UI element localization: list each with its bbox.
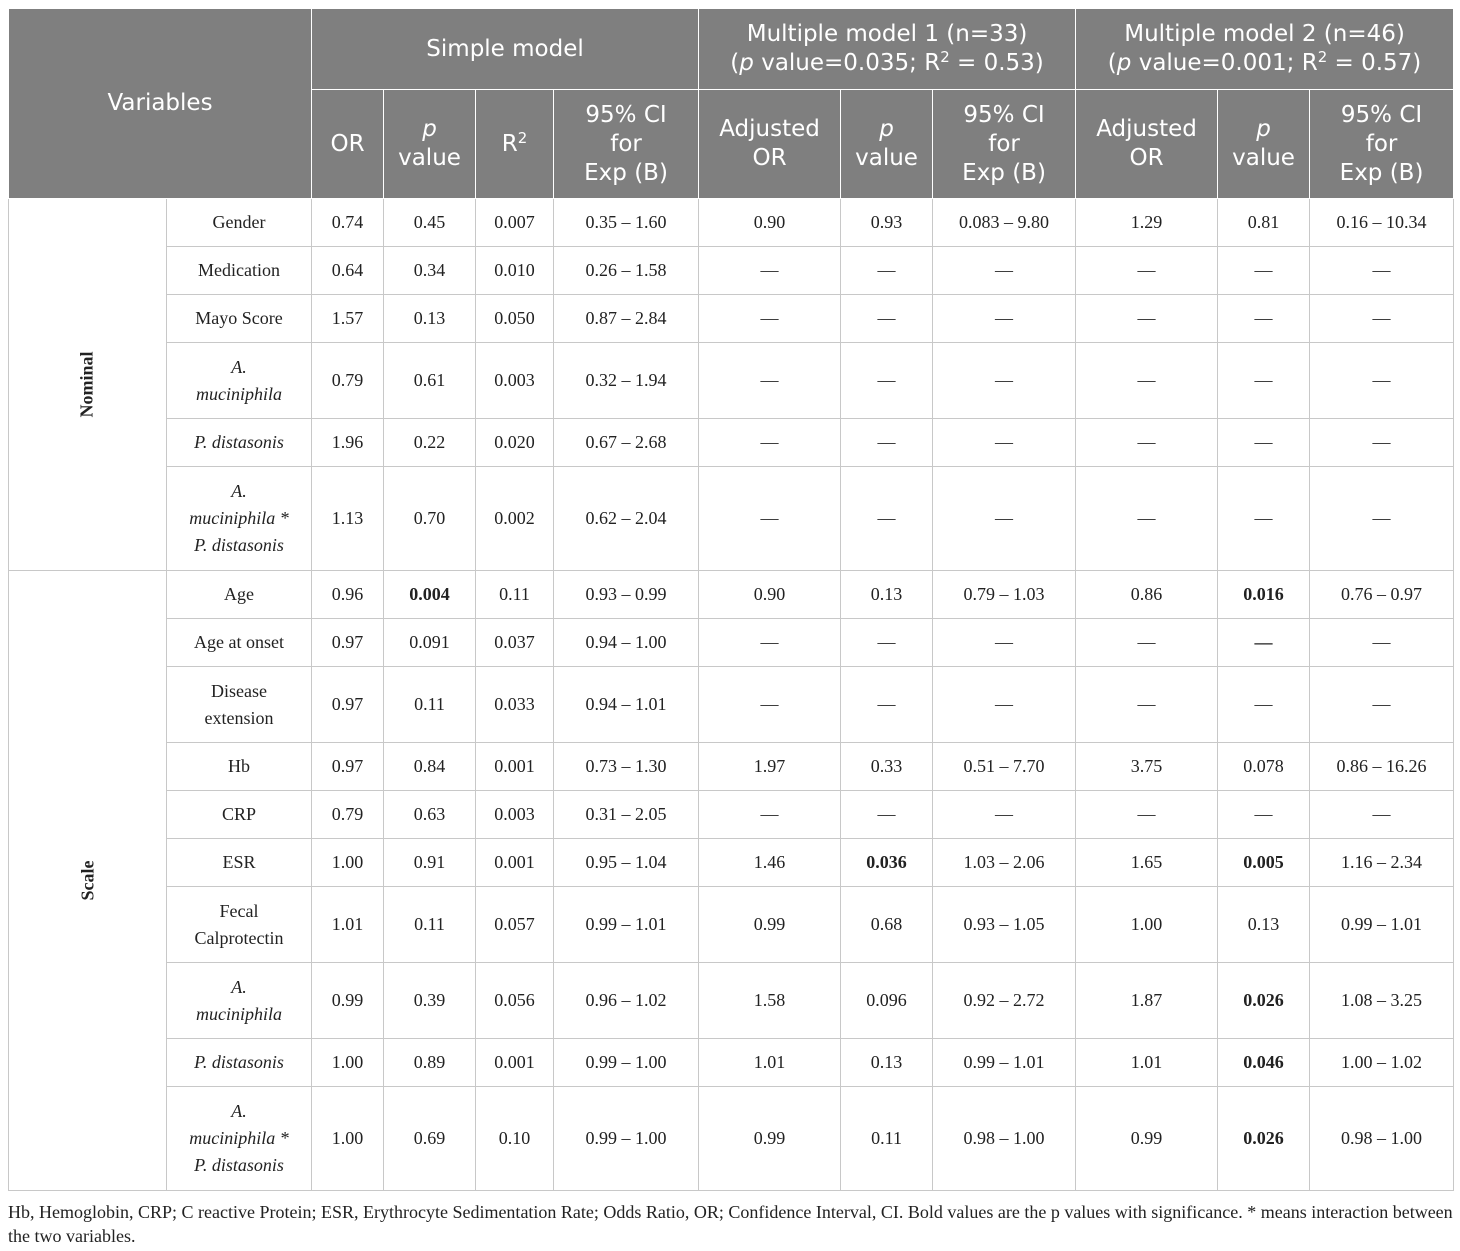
r2-cell: 0.003 (476, 791, 554, 839)
m1-adjusted-or-cell: — (699, 419, 841, 467)
or-cell: 1.00 (312, 839, 384, 887)
m2-ci-cell: — (1310, 667, 1454, 743)
or-cell: 1.00 (312, 1039, 384, 1087)
m2-adjusted-or-cell: 1.87 (1076, 963, 1218, 1039)
table-row (9, 1039, 1454, 1087)
m1-adjusted-or-cell: — (699, 667, 841, 743)
variable-name-line: A. (231, 976, 247, 997)
m2-ci-cell: 1.00 – 1.02 (1310, 1039, 1454, 1087)
m1-adjusted-or-cell: — (699, 295, 841, 343)
m2-ci-cell: — (1310, 467, 1454, 571)
m2-adjusted-or-cell: — (1076, 295, 1218, 343)
m2-p-value-cell: — (1218, 247, 1310, 295)
or-cell: 1.13 (312, 467, 384, 571)
m1-adjusted-or-cell: 1.58 (699, 963, 841, 1039)
m2-ci-cell: — (1310, 419, 1454, 467)
ci-cell: 0.32 – 1.94 (554, 343, 699, 419)
m2-ci-cell: — (1310, 343, 1454, 419)
r2-cell: 0.001 (476, 743, 554, 791)
r2-cell: 0.050 (476, 295, 554, 343)
p-value-cell: 0.61 (384, 343, 476, 419)
m1-p-value-cell: 0.13 (841, 1039, 933, 1087)
m1-ci-cell: — (933, 295, 1076, 343)
variable-name-line: A. (231, 356, 247, 377)
m2-p-value-cell: — (1218, 419, 1310, 467)
m1-adjusted-or-cell: — (699, 467, 841, 571)
m2-p-value-cell: 0.078 (1218, 743, 1310, 791)
m2-adjusted-or-cell: — (1076, 343, 1218, 419)
m1-ci-cell: — (933, 619, 1076, 667)
m2-ci-cell: 1.16 – 2.34 (1310, 839, 1454, 887)
m2-p-value-cell: — (1218, 467, 1310, 571)
m1-ci-cell: 0.99 – 1.01 (933, 1039, 1076, 1087)
m2-p-value-cell: 0.016 (1218, 571, 1310, 619)
variable-name-line: A. (231, 1101, 247, 1121)
or-cell: 0.96 (312, 571, 384, 619)
m1-adjusted-or-cell: — (699, 247, 841, 295)
table-row (9, 247, 1454, 295)
m1-ci-cell: — (933, 419, 1076, 467)
variable-name-line: Fecal (219, 900, 259, 921)
ci-cell: 0.99 – 1.00 (554, 1087, 699, 1191)
p-value-header: p value (384, 90, 476, 199)
m1-adjusted-or-cell: 1.97 (699, 743, 841, 791)
m1-ci-cell: — (933, 467, 1076, 571)
r2-cell: 0.11 (476, 571, 554, 619)
m1-p-value-header: p value (841, 90, 933, 199)
m1-adjusted-or-cell: 0.99 (699, 887, 841, 963)
m1-adjusted-or-cell: — (699, 791, 841, 839)
p-value-cell: 0.11 (384, 667, 476, 743)
table-row (9, 667, 1454, 743)
p-value-cell: 0.22 (384, 419, 476, 467)
r2-cell: 0.057 (476, 887, 554, 963)
variable-name-cell (167, 791, 312, 839)
variable-name-line: Mayo Score (195, 308, 283, 328)
m1-adjusted-or-cell: 0.90 (699, 199, 841, 247)
m2-p-value-cell: 0.026 (1218, 1087, 1310, 1191)
or-cell: 0.97 (312, 667, 384, 743)
variable-name-cell (167, 1087, 312, 1191)
or-cell: 1.00 (312, 1087, 384, 1191)
variable-name-cell (167, 199, 312, 247)
variable-name-line: muciniphila * (189, 508, 289, 528)
scale-group-label (9, 571, 167, 1191)
m1-adjusted-or-cell: — (699, 343, 841, 419)
variable-name-line: Disease (211, 680, 267, 701)
m1-adjusted-or-cell: 0.90 (699, 571, 841, 619)
p-value-cell: 0.84 (384, 743, 476, 791)
r2-cell: 0.056 (476, 963, 554, 1039)
r2-cell: 0.001 (476, 1039, 554, 1087)
ci-cell: 0.99 – 1.00 (554, 1039, 699, 1087)
table-row (9, 295, 1454, 343)
variable-name-cell (167, 887, 312, 963)
m1-p-value-cell: — (841, 247, 933, 295)
r2-cell: 0.037 (476, 619, 554, 667)
m2-adjusted-or-cell: 1.01 (1076, 1039, 1218, 1087)
p-value-cell: 0.004 (384, 571, 476, 619)
variable-name-line: Age at onset (194, 632, 284, 652)
table-row (9, 343, 1454, 419)
m1-p-value-cell: 0.68 (841, 887, 933, 963)
m2-p-value-cell: 0.13 (1218, 887, 1310, 963)
m2-p-value-cell: 0.046 (1218, 1039, 1310, 1087)
m2-adjusted-or-cell: — (1076, 419, 1218, 467)
m1-ci-cell: — (933, 247, 1076, 295)
m1-ci-cell: 0.92 – 2.72 (933, 963, 1076, 1039)
variable-name-cell (167, 743, 312, 791)
table-row (9, 839, 1454, 887)
m1-ci-cell: 1.03 – 2.06 (933, 839, 1076, 887)
variable-name-line: muciniphila (196, 1003, 282, 1024)
m1-p-value-cell: — (841, 419, 933, 467)
multiple-model-1-header: Multiple model 1 (n=33) (p value=0.035; $R^2 = 0.53$) (699, 9, 1076, 90)
r2-cell: 0.033 (476, 667, 554, 743)
m2-adjusted-or-cell: — (1076, 791, 1218, 839)
table-row (9, 619, 1454, 667)
m2-p-value-cell: — (1218, 791, 1310, 839)
m2-ci-cell: 0.16 – 10.34 (1310, 199, 1454, 247)
m1-adjusted-or-header: Adjusted OR (699, 90, 841, 199)
variable-name-line: Hb (228, 756, 250, 776)
nominal-group-label (9, 199, 167, 571)
ci-cell: 0.95 – 1.04 (554, 839, 699, 887)
or-header: OR (312, 90, 384, 199)
r2-cell: 0.002 (476, 467, 554, 571)
m1-p-value-cell: 0.036 (841, 839, 933, 887)
m1-p-value-cell: 0.93 (841, 199, 933, 247)
or-cell: 0.74 (312, 199, 384, 247)
variable-name-cell (167, 619, 312, 667)
variable-name-line: P. distasonis (194, 1155, 284, 1175)
variable-name-cell (167, 295, 312, 343)
m2-ci-cell: — (1310, 247, 1454, 295)
r2-cell: 0.007 (476, 199, 554, 247)
variable-name-cell (167, 247, 312, 295)
m2-ci-cell: — (1310, 295, 1454, 343)
m2-adjusted-or-cell: — (1076, 619, 1218, 667)
simple-model-header: Simple model (312, 9, 699, 90)
or-cell: 0.97 (312, 619, 384, 667)
variable-name-cell (167, 343, 312, 419)
variable-name-cell (167, 467, 312, 571)
m2-p-value-cell: 0.026 (1218, 963, 1310, 1039)
ci-cell: 0.62 – 2.04 (554, 467, 699, 571)
m2-adjusted-or-cell: 1.29 (1076, 199, 1218, 247)
m1-p-value-cell: — (841, 467, 933, 571)
m1-ci-cell: 0.083 – 9.80 (933, 199, 1076, 247)
m2-ci-cell: 1.08 – 3.25 (1310, 963, 1454, 1039)
m2-ci-header: 95% CI for Exp (B) (1310, 90, 1454, 199)
m1-p-value-cell: 0.13 (841, 571, 933, 619)
variable-name-line: Medication (198, 260, 280, 280)
table-container (8, 8, 1453, 1191)
ci-cell: 0.96 – 1.02 (554, 963, 699, 1039)
ci-cell: 0.26 – 1.58 (554, 247, 699, 295)
or-cell: 0.99 (312, 963, 384, 1039)
or-cell: 0.79 (312, 791, 384, 839)
variable-name-line: Calprotectin (194, 927, 284, 948)
m2-p-value-cell: — (1218, 667, 1310, 743)
table-body (9, 199, 1454, 1191)
m2-p-value-header: p value (1218, 90, 1310, 199)
r2-cell: 0.010 (476, 247, 554, 295)
m1-p-value-cell: — (841, 791, 933, 839)
table-footnote: Hb, Hemoglobin, CRP; C reactive Protein; ESR, Erythrocyte Sedimentation Rate; Odds Ratio, OR; Confidence Interval, CI. Bold values are the p values with significance. * means interaction between the two variables. (8, 1202, 1453, 1246)
r2-header: $R^2$ (476, 90, 554, 199)
variable-name-line: muciniphila (196, 383, 282, 404)
m2-adjusted-or-cell: 1.00 (1076, 887, 1218, 963)
variable-name-line: A. (231, 481, 247, 501)
ci-cell: 0.87 – 2.84 (554, 295, 699, 343)
p-value-cell: 0.69 (384, 1087, 476, 1191)
m1-p-value-cell: 0.11 (841, 1087, 933, 1191)
m2-adjusted-or-header: Adjusted OR (1076, 90, 1218, 199)
m2-p-value-cell: — (1218, 295, 1310, 343)
m2-adjusted-or-cell: — (1076, 467, 1218, 571)
r2-cell: 0.020 (476, 419, 554, 467)
scale-group-text: Scale (77, 860, 97, 901)
or-cell: 1.96 (312, 419, 384, 467)
table-row (9, 199, 1454, 247)
ci-cell: 0.73 – 1.30 (554, 743, 699, 791)
multiple-model-2-header: Multiple model 2 (n=46) (p value=0.001; $R^2 = 0.57$) (1076, 9, 1454, 90)
ci-cell: 0.67 – 2.68 (554, 419, 699, 467)
table-row (9, 571, 1454, 619)
p-value-cell: 0.34 (384, 247, 476, 295)
table-row (9, 1087, 1454, 1191)
variable-name-cell (167, 963, 312, 1039)
r2-cell: 0.003 (476, 343, 554, 419)
m1-p-value-cell: 0.33 (841, 743, 933, 791)
or-cell: 1.57 (312, 295, 384, 343)
table-row (9, 467, 1454, 571)
r2-cell: 0.001 (476, 839, 554, 887)
variable-name-line: extension (204, 707, 274, 728)
table-header (9, 9, 1454, 199)
m1-adjusted-or-cell: 1.01 (699, 1039, 841, 1087)
m2-p-value-cell: — (1218, 343, 1310, 419)
m1-p-value-cell: — (841, 343, 933, 419)
m1-ci-header: 95% CI for Exp (B) (933, 90, 1076, 199)
m1-ci-cell: 0.93 – 1.05 (933, 887, 1076, 963)
variable-name-line: CRP (221, 804, 257, 824)
table-row (9, 887, 1454, 963)
or-cell: 0.97 (312, 743, 384, 791)
table-row (9, 791, 1454, 839)
m1-ci-cell: 0.98 – 1.00 (933, 1087, 1076, 1191)
variable-name-line: ESR (222, 852, 256, 872)
variable-name-cell (167, 571, 312, 619)
m1-adjusted-or-cell: 1.46 (699, 839, 841, 887)
m1-p-value-cell: — (841, 619, 933, 667)
m2-adjusted-or-cell: 0.86 (1076, 571, 1218, 619)
p-value-cell: 0.11 (384, 887, 476, 963)
m1-ci-cell: 0.51 – 7.70 (933, 743, 1076, 791)
m2-adjusted-or-cell: 0.99 (1076, 1087, 1218, 1191)
variable-name-line: Gender (212, 212, 266, 232)
m2-p-value-cell: 0.005 (1218, 839, 1310, 887)
variable-name-line: muciniphila * (189, 1128, 289, 1148)
variable-name-cell (167, 1039, 312, 1087)
table-row (9, 743, 1454, 791)
variable-name-cell (167, 667, 312, 743)
p-value-cell: 0.45 (384, 199, 476, 247)
or-cell: 0.64 (312, 247, 384, 295)
m1-ci-cell: — (933, 667, 1076, 743)
m2-adjusted-or-cell: — (1076, 247, 1218, 295)
m2-adjusted-or-cell: — (1076, 667, 1218, 743)
table-row (9, 963, 1454, 1039)
m1-ci-cell: — (933, 343, 1076, 419)
p-value-cell: 0.13 (384, 295, 476, 343)
p-value-cell: 0.70 (384, 467, 476, 571)
p-value-cell: 0.39 (384, 963, 476, 1039)
variable-name-cell (167, 419, 312, 467)
m2-p-value-cell: 0.81 (1218, 199, 1310, 247)
ci-cell: 0.94 – 1.01 (554, 667, 699, 743)
m2-ci-cell: 0.76 – 0.97 (1310, 571, 1454, 619)
p-value-cell: 0.89 (384, 1039, 476, 1087)
r2-cell: 0.10 (476, 1087, 554, 1191)
variable-name-line: P. distasonis (194, 432, 284, 452)
p-value-cell: 0.91 (384, 839, 476, 887)
variables-header: Variables (9, 9, 312, 199)
m1-ci-cell: — (933, 791, 1076, 839)
m2-p-value-cell: — (1218, 619, 1310, 667)
m1-p-value-cell: — (841, 295, 933, 343)
m2-adjusted-or-cell: 1.65 (1076, 839, 1218, 887)
variable-name-line: Age (224, 584, 254, 604)
ci-cell: 0.94 – 1.00 (554, 619, 699, 667)
m1-p-value-cell: — (841, 667, 933, 743)
ci-cell: 0.35 – 1.60 (554, 199, 699, 247)
m2-ci-cell: — (1310, 791, 1454, 839)
ci-header: 95% CI for Exp (B) (554, 90, 699, 199)
regression-table (8, 8, 1454, 1191)
m1-adjusted-or-cell: 0.99 (699, 1087, 841, 1191)
m2-ci-cell: — (1310, 619, 1454, 667)
m2-ci-cell: 0.98 – 1.00 (1310, 1087, 1454, 1191)
variable-name-cell (167, 839, 312, 887)
table-row (9, 419, 1454, 467)
ci-cell: 0.93 – 0.99 (554, 571, 699, 619)
m2-adjusted-or-cell: 3.75 (1076, 743, 1218, 791)
or-cell: 1.01 (312, 887, 384, 963)
ci-cell: 0.31 – 2.05 (554, 791, 699, 839)
p-value-cell: 0.091 (384, 619, 476, 667)
or-cell: 0.79 (312, 343, 384, 419)
variable-name-line: P. distasonis (194, 535, 284, 555)
m2-ci-cell: 0.99 – 1.01 (1310, 887, 1454, 963)
variable-name-line: P. distasonis (194, 1052, 284, 1072)
nominal-group-text: Nominal (76, 351, 97, 418)
m1-p-value-cell: 0.096 (841, 963, 933, 1039)
m1-ci-cell: 0.79 – 1.03 (933, 571, 1076, 619)
ci-cell: 0.99 – 1.01 (554, 887, 699, 963)
p-value-cell: 0.63 (384, 791, 476, 839)
m2-ci-cell: 0.86 – 16.26 (1310, 743, 1454, 791)
m1-adjusted-or-cell: — (699, 619, 841, 667)
